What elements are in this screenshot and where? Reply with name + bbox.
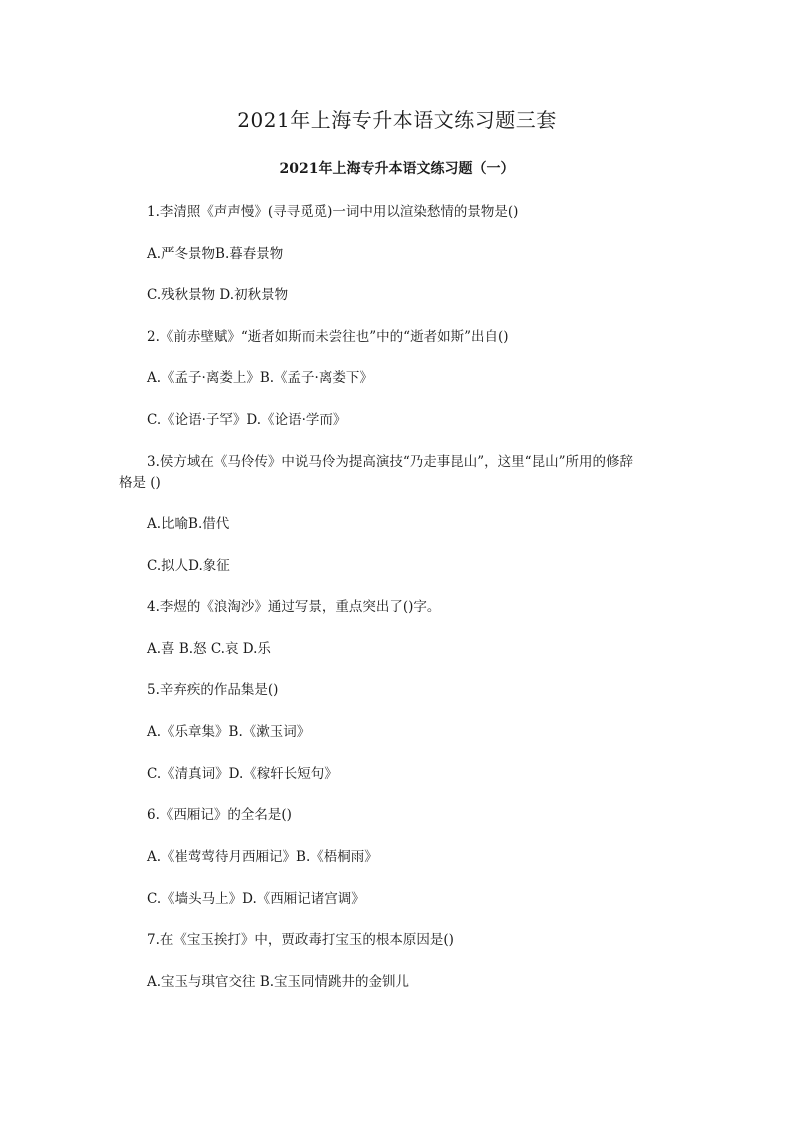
question-7: 7.在《宝玉挨打》中，贾政毒打宝玉的根本原因是()	[147, 932, 454, 948]
question-6-options-ab: A.《崔莺莺待月西厢记》B.《梧桐雨》	[147, 849, 378, 865]
question-4-options: A.喜 B.怒 C.哀 D.乐	[147, 641, 271, 657]
section-title: 2021年上海专升本语文练习题（一）	[279, 161, 515, 177]
question-3: 3.侯方域在《马伶传》中说马伶为提高演技“乃走事昆山”，这里“昆山”所用的修辞	[147, 454, 633, 470]
question-6: 6.《西厢记》的全名是()	[147, 807, 292, 823]
question-4: 4.李煜的《浪淘沙》通过写景，重点突出了()字。	[147, 599, 441, 615]
question-3-continued: 格是 ()	[119, 475, 161, 491]
document-title: 2021年上海专升本语文练习题三套	[237, 108, 557, 132]
question-1: 1.李清照《声声慢》(寻寻觅觅)一词中用以渲染愁情的景物是()	[147, 204, 519, 220]
question-5-options-ab: A.《乐章集》B.《漱玉词》	[147, 724, 311, 740]
question-3-options-ab: A.比喻B.借代	[147, 516, 230, 532]
question-1-options-ab: A.严冬景物B.暮春景物	[147, 246, 284, 262]
question-6-options-cd: C.《墙头马上》D.《西厢记诸宫调》	[147, 891, 365, 907]
question-3-options-cd: C.拟人D.象征	[147, 558, 230, 574]
question-1-options-cd: C.残秋景物 D.初秋景物	[147, 287, 289, 303]
question-2: 2.《前赤壁赋》“逝者如斯而未尝往也”中的“逝者如斯”出自()	[147, 329, 509, 345]
question-7-options-ab: A.宝玉与琪官交往 B.宝玉同情跳井的金钏儿	[147, 974, 410, 990]
question-2-options-cd: C.《论语·子罕》D.《论语·学而》	[147, 412, 347, 428]
question-2-options-ab: A.《孟子·离娄上》B.《孟子·离娄下》	[147, 370, 373, 386]
question-5-options-cd: C.《清真词》D.《稼轩长短句》	[147, 766, 338, 782]
question-5: 5.辛弃疾的作品集是()	[147, 682, 279, 698]
